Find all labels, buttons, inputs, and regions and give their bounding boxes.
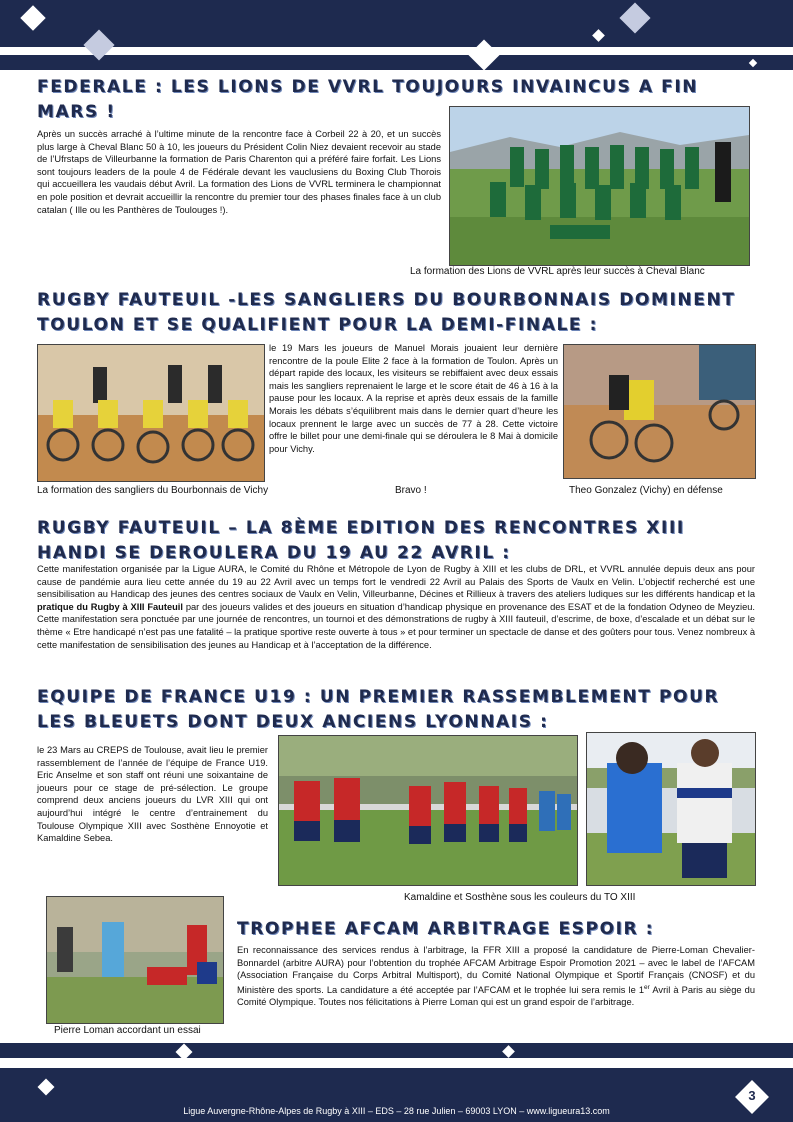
- section-title-afcam: TROPHEE AFCAM ARBITRAGE ESPOIR :: [237, 919, 655, 939]
- photo-kamaldine-sosthene: [586, 732, 756, 886]
- footer-text: Ligue Auvergne-Rhône-Alpes de Rugby à XIII – EDS – 28 rue Julien – 69003 LYON – www.ligueura13.com: [183, 1106, 610, 1116]
- caption-kamaldine-sosthene: Kamaldine et Sosthène sous les couleurs du TO XIII: [404, 892, 636, 903]
- caption-sangliers-team: La formation des sangliers du Bourbonnais de Vichy: [37, 485, 269, 496]
- photo-theo-gonzalez: [563, 344, 756, 479]
- afcam-text-b: Avril à Paris au siège du Comité Olympique. Toutes nos félicitations à Pierre Loman qui est un grand espoir de l’arbitrage.: [237, 984, 756, 1008]
- afcam-text-sup: er: [644, 983, 650, 991]
- section-title-sangliers: RUGBY FAUTEUIL -LES SANGLIERS DU BOURBONNAIS DOMINENT TOULON ET SE QUALIFIENT POUR LA DEMI-FINALE :: [37, 290, 736, 335]
- handi-text-a: Cette manifestation organisée par la Ligue AURA, le Comité du Rhône et Métropole de Lyon de Rugby à XIII et les clubs de DRL, et VVRL annulée depuis deux ans pour cause de pandémie aura lieu cette année du 19 au 22 Avril avec un temps fort le vendredi 22 Avril au Palais des Sports de Vaulx en Velin. L’objectif recherché est une sensibilisation au Handicap des jeunes des centres sociaux de Vaulx en Velin, Villeurbanne, Décines et Rillieux à travers des ateliers ludiques sur les différents handicap et la: [37, 564, 755, 600]
- section-body-u19: le 23 Mars au CREPS de Toulouse, avait lieu le premier rassemblement de l’année de l’équipe de France U19. Eric Anselme et son staff ont réuni une soixantaine de joueurs pour ce stage de pré-sélection. Le groupe comprend deux anciens joueurs du LVR XIII qui ont aujourd’hui intégré le centre d’entrainement du Toulouse Olympique XIII avec Sosthène Ennoyotie et Kamaldine Sebea.: [37, 745, 268, 844]
- handi-text-b: par des joueurs valides et des joueurs en situation d’handicap physique en provenance des ESAT et de la fondation Odyneo de Meyzieu. Cette manifestation sera ponctuée par une journée de rencontres, un tournoi et des démonstrations de rugby à XIII fauteuil, d’escrime, de boxe, d’escalade et un débat sur le thème « Etre handicapé n’est pas une fatalité – la pratique sportive reste ouverte à tous » et pour terminer un spectacle de danse et des goûters pour tous. Venez nombreux à cette manifestation de sensibilisation des jeunes au Handicap et à l’acceptation de la différence.: [37, 601, 755, 650]
- photo-sangliers-team: [37, 344, 265, 482]
- photo-vvrl-team: [449, 106, 750, 266]
- section-title-u19: EQUIPE DE FRANCE U19 : UN PREMIER RASSEMBLEMENT POUR LES BLEUETS DONT DEUX ANCIENS LYONNAIS :: [37, 687, 720, 732]
- section-body-sangliers: le 19 Mars les joueurs de Manuel Morais jouaient leur dernière rencontre de la poule Elite 2 face à la formation de Toulon. Après un départ rapide des locaux, les visiteurs se rebiffaient avec deux essais mais les sangliers reprenaient le large et le score était de 46 à 16 à la pause pour les locaux. A la reprise et après deux essais de la famille Morais les débats s’équilibrent mais dans le dernier quart d’heure les locaux prennent le large avec un succès de 77 à 28. Cette victoire offre le billet pour une demi-finale qui se déroulera le 8 Mai à domicile pour Vichy.: [269, 343, 558, 454]
- caption-theo-gonzalez: Theo Gonzalez (Vichy) en défense: [569, 485, 723, 496]
- section-title-handi: RUGBY FAUTEUIL – LA 8ÈME EDITION DES RENCONTRES XIII HANDI SE DEROULERA DU 19 AU 22 AVRIL :: [37, 518, 685, 563]
- caption-bravo: Bravo !: [395, 485, 427, 496]
- section-title-federale: FEDERALE : LES LIONS DE VVRL TOUJOURS INVAINCUS A FIN MARS !: [37, 77, 699, 122]
- header-band: [0, 0, 793, 47]
- caption-pierre-loman: Pierre Loman accordant un essai: [54, 1025, 201, 1036]
- header-stripe: [0, 55, 793, 70]
- section-body-handi: [37, 563, 755, 651]
- photo-pierre-loman: [46, 896, 224, 1024]
- footer-stripe: [0, 1043, 793, 1058]
- photo-u19-rassemblement: [278, 735, 578, 886]
- section-body-federale: Après un succès arraché à l’ultime minute de la rencontre face à Corbeil 22 à 20, et un succès plus large à Cheval Blanc 50 à 10, les joueurs du Président Colin Niez devaient recevoir au stade de l’Ufrstaps de Villeurbanne la formation de Paris Charenton qui a préféré faire forfait. Les Lions sont toujours leaders de la poule 4 de Fédérale devant les vauclusiens du Boxing Club Thorois qui accueillera les vaudais début Avril. La formation des Lions de VVRL terminera le championnat en pole position et devrait accueillir la rencontre du premier tour des phases finales face à un club catalan ( Ille ou les Panthères de Toulouges !).: [37, 129, 441, 215]
- handi-text-bold: pratique du Rugby à XIII Fauteuil: [37, 601, 183, 612]
- afcam-text-a: En reconnaissance des services rendus à l’arbitrage, la FFR XIII a proposé la candidature de Pierre-Loman Chevalier-Bonnardel (arbitre AURA) pour l’obtention du trophée AFCAM Arbitrage Espoir Promotion 2021 – avec le label de l’AFCAM (Association Française du Corps Arbitral Multisport), du Comité National Olympique et Sportif Français (CNOSF) et du Ministère des sports. La candidature a été acceptée par l’AFCAM et le trophée lui sera remis le 1: [237, 945, 755, 995]
- caption-vvrl: La formation des Lions de VVRL après leur succès à Cheval Blanc: [410, 266, 705, 277]
- section-body-afcam: [237, 944, 755, 1009]
- page-number: 3: [748, 1088, 756, 1103]
